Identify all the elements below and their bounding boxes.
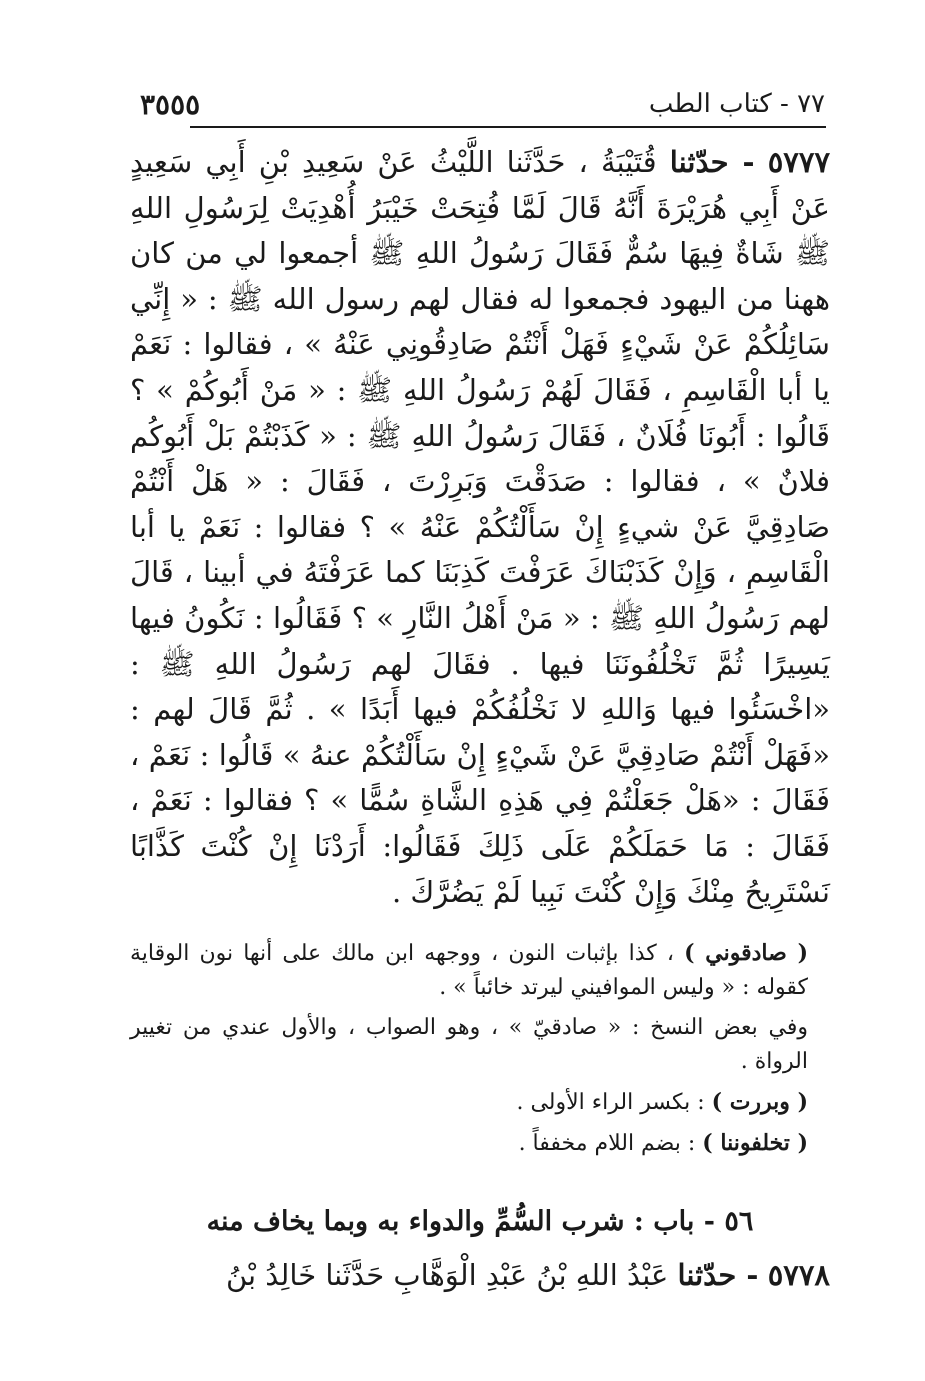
- hadith-lead: - حدّثنا: [669, 145, 755, 179]
- note-2: [130, 1011, 830, 1079]
- note-text: وفي بعض النسخ : « صادقيّ » ، وهو الصواب ، والأول عندي من تغيير الرواة .: [130, 1015, 808, 1074]
- hadith-lead: - حدّثنا: [677, 1258, 759, 1292]
- note-1: [130, 936, 830, 1005]
- page-number: ٣٥٥٥: [140, 87, 201, 121]
- note-term: ( صادقوني ): [684, 940, 808, 966]
- hadith-5777: [130, 140, 830, 915]
- header-rule: [190, 126, 826, 128]
- hadith-text: عَبْدُ اللهِ بْنُ عَبْدِ الْوَهَّابِ حَدَّثَنا خَالِدُ بْنُ: [225, 1258, 669, 1292]
- hadith-5778: [130, 1252, 830, 1298]
- note-term: ( وبررت ): [711, 1089, 808, 1115]
- hadith-number: ٥٧٧٨: [767, 1258, 830, 1292]
- commentary-notes: [130, 936, 830, 1161]
- chapter-heading: ٧٧ - كتاب الطب: [648, 89, 825, 119]
- note-term: ( تخلفوننا ): [702, 1130, 808, 1156]
- note-text: ، كذا بإثبات النون ، ووجهه ابن مالك على أنها نون الوقاية كقوله : « وليس الموافيني ليرتد خائباً » .: [130, 941, 808, 1000]
- hadith-number: ٥٧٧٧: [767, 145, 831, 179]
- hadith-text: قُتَيْبَةُ ، حَدَّثَنا اللَّيْثُ عَنْ سَعِيدِ بْنِ أَبِي سَعِيدٍ عَنْ أَبِي هُرَيْرَةَ أَنَّهُ قَالَ لَمَّا فُتِحَتْ خَيْبَرُ أُهْدِيَتْ لِرَسُولِ اللهِ ﷺ شَاةٌ فِيهَا سُمٌّ فَقَالَ رَسُولُ اللهِ ﷺ أجمعوا لي من كان ههنا من اليهود فجمعوا له فقال لهم رسول الله ﷺ : « إِنِّي سَائِلُكُمْ عَنْ شَيْءٍ فَهَلْ أَنْتُمْ صَادِقُونِي عَنْهُ » ، فقالوا : نَعَمْ يا أبا الْقَاسِمِ ، فَقَالَ لَهُمْ رَسُولُ اللهِ ﷺ : « مَنْ أَبُوكُمْ » ؟ قَالُوا : أَبُونَا فُلَانٌ ، فَقَالَ رَسُولُ اللهِ ﷺ : « كَذَبْتُمْ بَلْ أَبُوكُم فلانٌ » ، فقالوا : صَدَقْتَ وَبَرِرْتَ ، فَقَالَ : « هَلْ أَنْتُمْ صَادِقِيَّ عَنْ شيءٍ إِنْ سَأَلْتُكُمْ عَنْهُ » ؟ فقالوا : نَعَمْ يا أبا الْقَاسِمِ ، وَإِنْ كَذَبْنَاكَ عَرَفْتَ كَذِبَنَا كما عَرَفْتَهُ في أبينا ، قَالَ لهم رَسُولُ اللهِ ﷺ : « مَنْ أَهْلُ النَّارِ » ؟ فَقَالُوا : نَكُونُ فيها يَسِيرًا ثُمَّ تَخْلُفُونَنَا فيها . فقَالَ لهم رَسُولُ اللهِ ﷺ : «اخْسَئُوا فيها وَاللهِ لا نَخْلُفُكُمْ فيها أَبَدًا » . ثُمَّ قَالَ لهم : «فَهَلْ أَنْتُمْ صَادِقِيَّ عَنْ شَيْءٍ إِنْ سَأَلْتُكُمْ عنهُ » قَالُوا : نَعَمْ ، فَقَالَ : «هَلْ جَعَلْتُمْ فِي هَذِهِ الشَّاةِ سُمًّا » ؟ فقالوا : نَعَمْ ، فَقَالَ : مَا حَمَلَكُمْ عَلَى ذَلِكَ فَقَالُوا: أَرَدْنَا إِنْ كُنْتَ كَذَّابًا نَسْتَرِيحُ مِنْكَ وَإِنْ كُنْتَ نَبِيا لَمْ يَضُرَّكَ .: [130, 145, 830, 909]
- note-3: [130, 1085, 830, 1120]
- page-header: [140, 84, 825, 124]
- note-4: [130, 1126, 830, 1161]
- note-text: : بضم اللام مخففاً .: [518, 1131, 696, 1156]
- note-text: : بكسر الراء الأولى .: [516, 1090, 705, 1115]
- chapter-title: ٥٦ - باب : شرب السُّمِّ والدواء به وبما يخاف منه: [206, 1206, 754, 1237]
